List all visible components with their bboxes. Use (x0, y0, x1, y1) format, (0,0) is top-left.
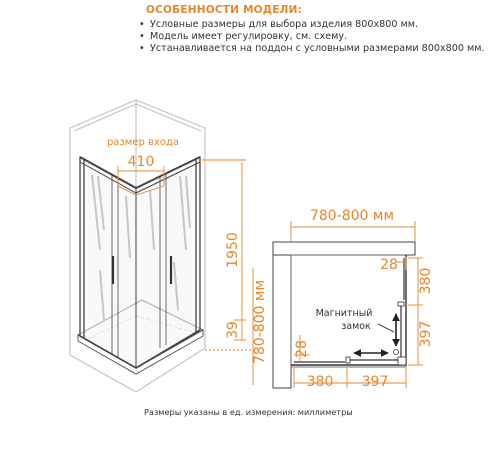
features-title: ОСОБЕННОСТИ МОДЕЛИ: (146, 4, 302, 16)
height-value: 1950 (225, 232, 241, 268)
magnet-leader-line (378, 324, 394, 332)
footnote: Размеры указаны в ед. измерения: миллиметры (144, 407, 353, 417)
adjustment-arrows (354, 314, 396, 353)
entrance-label: размер входа (107, 137, 179, 148)
gap-left-value: 28 (294, 340, 310, 358)
magnet-label-line2: замок (341, 321, 371, 332)
bottom-right-value: 397 (361, 374, 389, 390)
plan-width-value: 780-800 мм (309, 208, 395, 224)
right-bottom-value: 397 (418, 320, 434, 348)
feature-item: • Модель имеет регулировку, см. схему. (136, 31, 486, 43)
right-top-value: 380 (418, 267, 434, 295)
gap-top-value: 28 (380, 257, 398, 273)
magnet-label-line1: Магнитный (315, 308, 373, 319)
cabin-width-value: 780-800 мм (252, 279, 268, 365)
tray-value: 39 (225, 321, 241, 339)
feature-item: • Условные размеры для выбора изделия 800х800 мм. (136, 19, 486, 31)
bottom-left-value: 380 (306, 374, 334, 390)
feature-item: • Устанавливается на поддон с условными размерами 800х800 мм. (136, 43, 486, 55)
entrance-value: 410 (127, 154, 155, 170)
